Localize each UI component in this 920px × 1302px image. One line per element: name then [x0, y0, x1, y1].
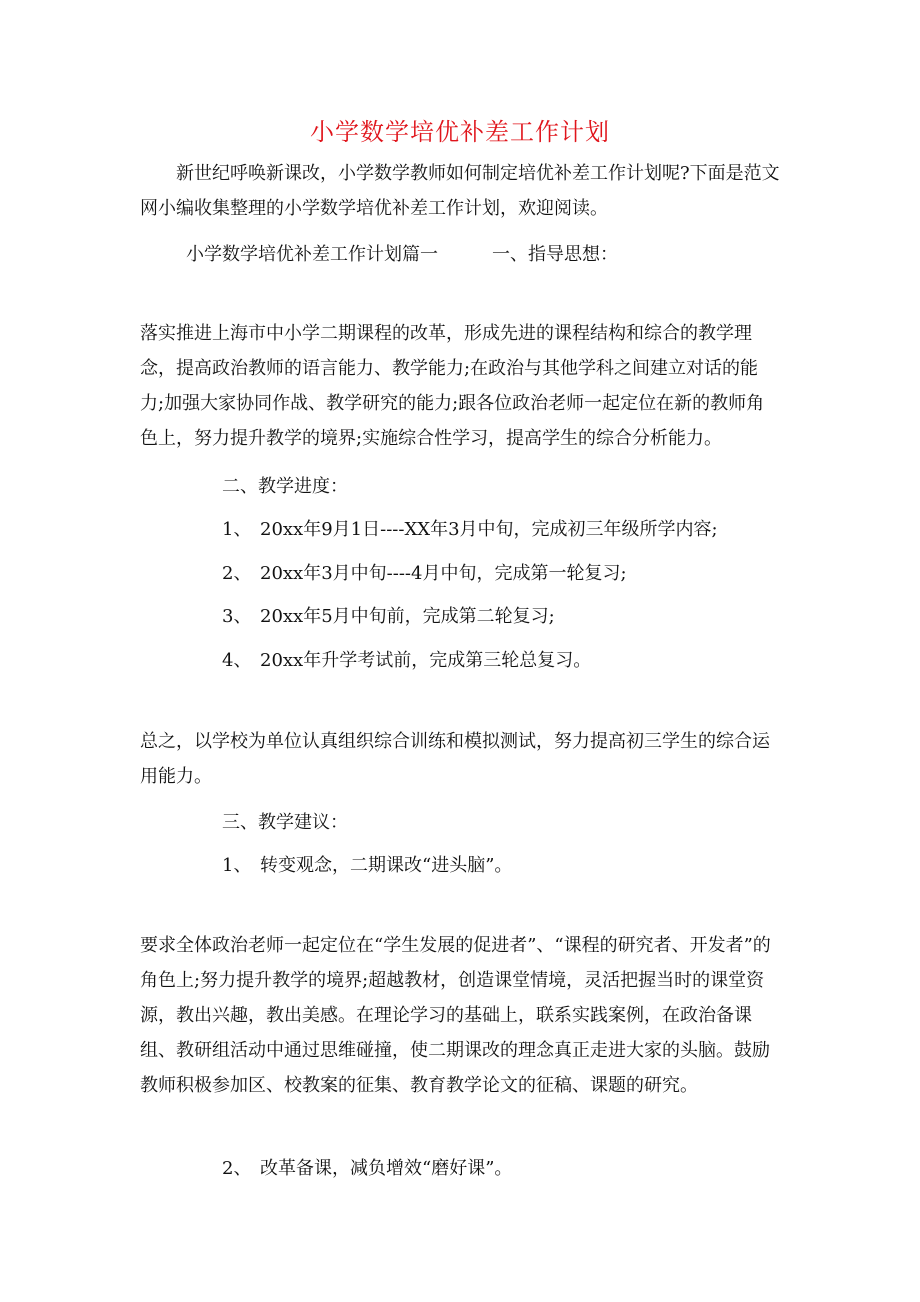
progress-item-text: 20xx年升学考试前，完成第三轮总复习。 — [260, 650, 592, 671]
progress-item-text: 20xx年9月1日----XX年3月中旬，完成初三年级所学内容; — [260, 519, 718, 540]
suggestion-item — [222, 851, 512, 881]
suggestion-item-number: 1、 — [222, 855, 252, 876]
progress-item-text: 20xx年3月中旬----4月中旬，完成第一轮复习; — [260, 563, 627, 584]
progress-item-number: 1、 — [222, 519, 252, 540]
progress-item — [222, 646, 591, 676]
progress-item-number: 3、 — [222, 606, 252, 627]
suggestion-item-text: 转变观念，二期课改“进头脑”。 — [260, 855, 513, 876]
section-heading-suggestions: 三、教学建议： — [222, 812, 348, 833]
progress-item-text: 20xx年5月中旬前，完成第二轮复习; — [260, 606, 555, 627]
progress-item — [222, 602, 555, 632]
suggestion-paragraph: 要求全体政治老师一起定位在“学生发展的促进者”、“课程的研究者、开发者”的角色上;努力提升教学的境界;超越教材，创造课堂情境，灵活把握当时的课堂资源，教出兴趣，教出美感。在理论学习的基础上，联系实践案例，在政治备课组、教研组活动中通过思维碰撞，使二期课改的理念真正走进大家的头脑。鼓励教师积极参加区、校教案的征集、教育教学论文的征稿、课题的研究。 — [140, 935, 771, 1096]
progress-item — [222, 559, 627, 589]
suggestion-item — [222, 1154, 512, 1184]
section-heading-progress: 二、教学进度： — [222, 476, 348, 497]
suggestion-item-number: 2、 — [222, 1158, 252, 1179]
suggestion-item-text: 改革备课，减负增效“磨好课”。 — [260, 1158, 513, 1179]
summary-paragraph: 总之，以学校为单位认真组织综合训练和模拟测试，努力提高初三学生的综合运用能力。 — [140, 731, 770, 787]
document-title: 小学数学培优补差工作计划 — [310, 118, 610, 146]
subheading-line: 小学数学培优补差工作计划篇一 一、指导思想： — [186, 244, 618, 265]
progress-item-number: 2、 — [222, 563, 252, 584]
intro-paragraph: 新世纪呼唤新课改，小学数学教师如何制定培优补差工作计划呢?下面是范文网小编收集整理的小学数学培优补差工作计划，欢迎阅读。 — [140, 163, 780, 219]
progress-item — [222, 515, 718, 545]
progress-item-number: 4、 — [222, 650, 252, 671]
guiding-thought-paragraph: 落实推进上海市中小学二期课程的改革，形成先进的课程结构和综合的教学理念，提高政治教师的语言能力、教学能力;在政治与其他学科之间建立对话的能力;加强大家协同作战、教学研究的能力;跟各位政治老师一起定位在新的教师角色上，努力提升教学的境界;实施综合性学习，提高学生的综合分析能力。 — [140, 323, 765, 449]
